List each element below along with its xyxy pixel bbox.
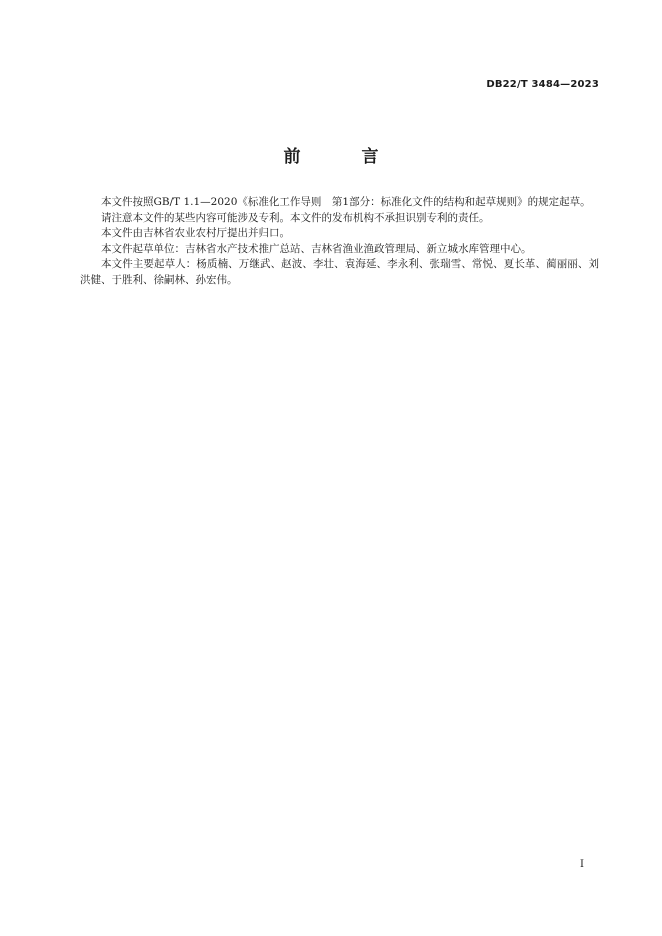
page-number: I xyxy=(580,859,584,870)
foreword-body xyxy=(80,195,599,288)
paragraph-patent-notice: 请注意本文件的某些内容可能涉及专利。本文件的发布机构不承担识别专利的责任。 xyxy=(101,211,490,224)
paragraph-drafters: 本文件主要起草人：杨质楠、万继武、赵波、李壮、袁海延、李永利、张瑞雪、常悦、夏长革、蔺丽丽、刘洪健、于胜利、徐嗣林、孙宏伟。 xyxy=(80,258,599,286)
document-code: DB22/T 3484—2023 xyxy=(486,79,599,90)
paragraph-proposer: 本文件由吉林省农业农村厅提出并归口。 xyxy=(101,227,290,239)
paragraph-drafting-units: 本文件起草单位：吉林省水产技术推广总站、吉林省渔业渔政管理局、新立城水库管理中心。 xyxy=(101,242,532,255)
page-title: 前 言 xyxy=(283,147,401,167)
paragraph-drafting-rules: 本文件按照GB/T 1.1—2020《标准化工作导则 第1部分：标准化文件的结构和起草规则》的规定起草。 xyxy=(101,196,591,208)
